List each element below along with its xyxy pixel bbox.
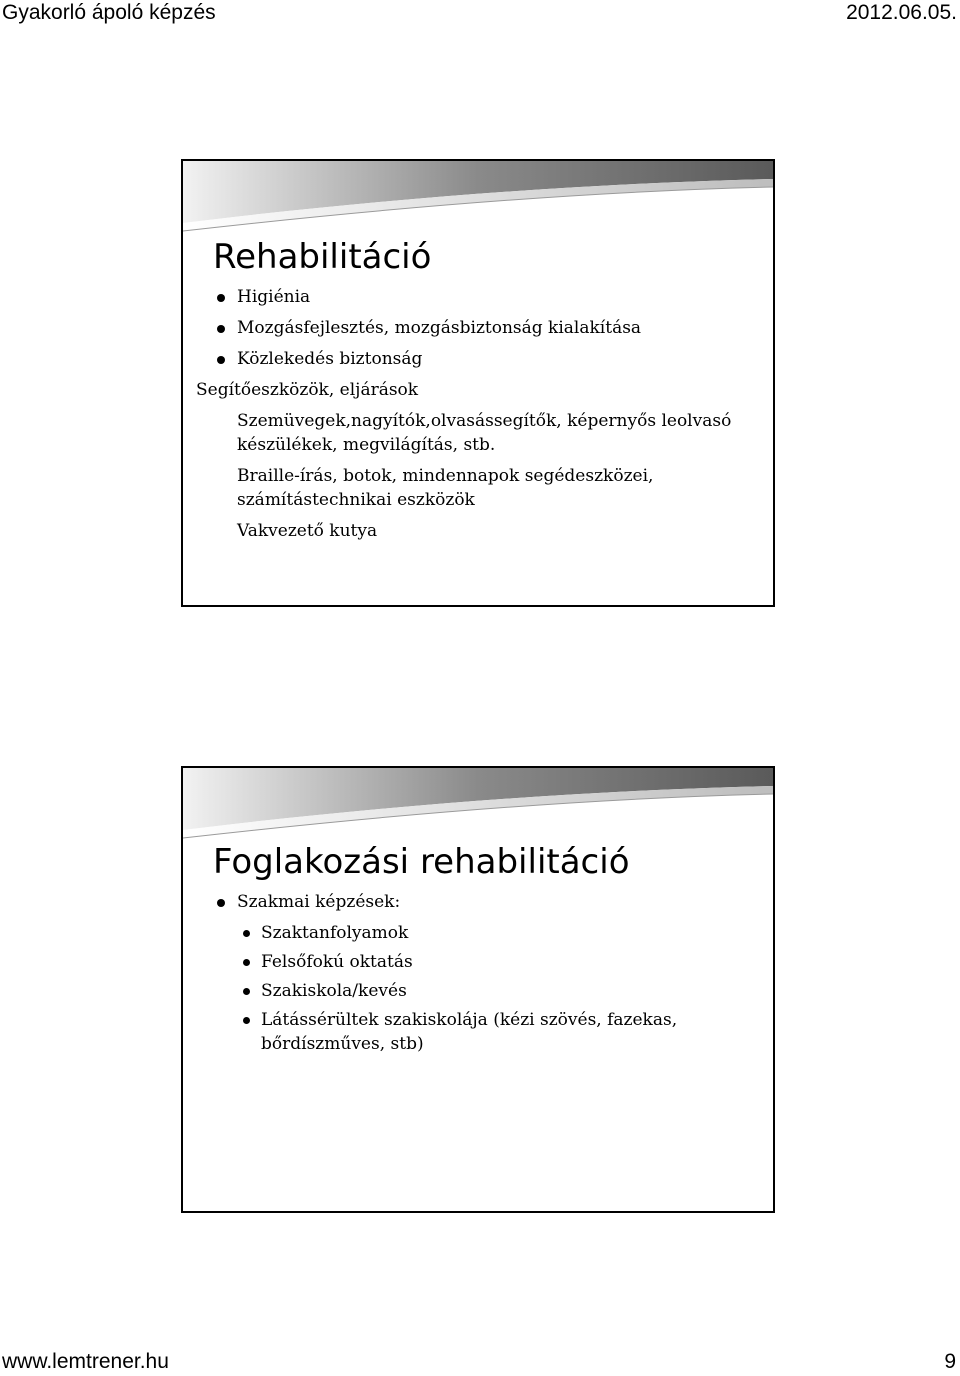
- header-date: 2012.06.05.: [846, 1, 957, 24]
- slide-rehabilitacio: [181, 159, 775, 607]
- header-title: Gyakorló ápoló képzés: [2, 1, 216, 24]
- sub-list-item: Szakiskola/kevés: [213, 979, 763, 1003]
- list-item: Braille-írás, botok, mindennapok segédeszközei, számítástechnikai eszközök: [237, 466, 654, 510]
- slide-header-swoosh: [183, 161, 773, 241]
- slide-content: [213, 840, 763, 1061]
- slide-title: Rehabilitáció: [213, 237, 432, 277]
- sub-list-item: Felsőfokú oktatás: [213, 950, 763, 974]
- list-item: Vakvezető kutya: [237, 521, 378, 541]
- list-item: Higiénia: [213, 285, 763, 309]
- sub-list-item: Szaktanfolyamok: [213, 921, 763, 945]
- section-heading: Segítőeszközök, eljárások: [196, 380, 419, 400]
- slide-foglalkozasi-rehabilitacio: [181, 766, 775, 1213]
- slide-content: [196, 235, 763, 550]
- list-item: Mozgásfejlesztés, mozgásbiztonság kialakítása: [213, 316, 763, 340]
- footer-url: www.lemtrener.hu: [2, 1350, 169, 1373]
- list-item: Közlekedés biztonság: [213, 347, 763, 371]
- list-item: Szemüvegek,nagyítók,olvasássegítők, képernyős leolvasó készülékek, megvilágítás, stb.: [237, 411, 732, 455]
- slide-header-swoosh: [183, 768, 773, 848]
- page-number: 9: [944, 1350, 956, 1373]
- slide-title: Foglakozási rehabilitáció: [213, 842, 630, 882]
- list-item: Szakmai képzések:: [213, 890, 763, 914]
- sub-list-item: Látássérültek szakiskolája (kézi szövés, fazekas, bőrdíszműves, stb): [213, 1008, 763, 1056]
